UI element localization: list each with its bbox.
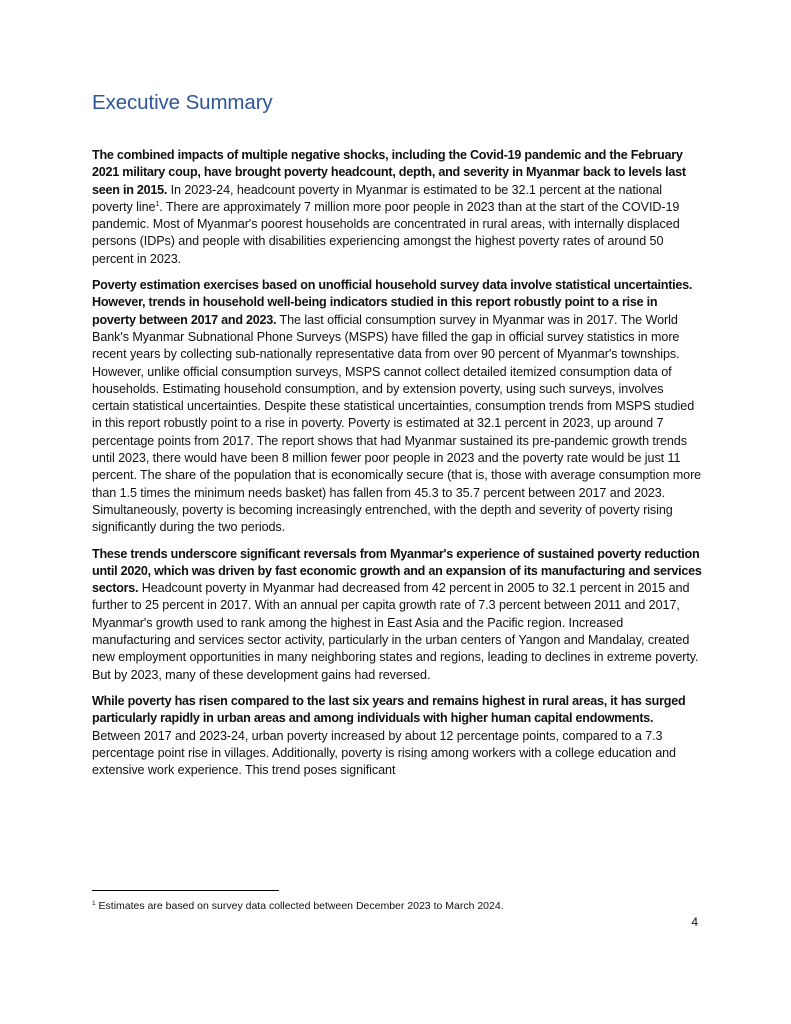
paragraph-text: The last official consumption survey in Myanmar was in 2017. The World Bank's Myanmar Subnational Phone Surveys (MSPS) have filled the gap in official survey statistics in more recent years by collecting sub-nationally representative data from over 90 percent of Myanmar's townships. However, unlike official consumption surveys, MSPS cannot collect detailed itemized consumption data of households. Estimating household consumption, and by extension poverty, using such surveys, involves certain statistical uncertainties. Despite these statistical uncertainties, consumption trends from MSPS studied in this report robustly point to a rise in poverty. Poverty is estimated at 32.1 percent in 2023, up around 7 percentage points from 2017. The report shows that had Myanmar sustained its pre-pandemic growth trends until 2023, there would have been 8 million fewer poor people in 2023 and the poverty rate would be just 11 percent. The share of the population that is economically secure (that is, those with average consumption more than 1.5 times the minimum needs basket) has fallen from 45.3 to 35.7 percent between 2017 and 2023. Simultaneously, poverty is becoming increasingly entrenched, with the depth and severity of poverty rising significantly during the two periods.: [92, 312, 702, 535]
body-text: [92, 147, 704, 788]
page-number: 4: [691, 915, 698, 929]
footnote-reference[interactable]: 1: [155, 200, 160, 208]
footnote-divider: [92, 890, 279, 891]
paragraph-3: [92, 546, 704, 684]
page-title: Executive Summary: [92, 91, 273, 114]
paragraph-text: Between 2017 and 2023-24, urban poverty increased by about 12 percentage points, compared to a 7.3 percentage point rise in villages. Additionally, poverty is rising among workers with a college education and extensive work experience. This trend poses significant: [92, 728, 676, 778]
paragraph-text: Headcount poverty in Myanmar had decreased from 42 percent in 2005 to 32.1 percent in 2015 and further to 25 percent in 2017. With an annual per capita growth rate of 7.3 percent between 2011 and 2017, Myanmar's growth used to rank among the highest in East Asia and the Pacific region. Increased manufacturing and services sector activity, particularly in the urban centers of Yangon and Mandalay, created new employment opportunities in many neighboring states and regions, leading to declines in extreme poverty. But by 2023, many of these development gains had reversed.: [92, 581, 699, 682]
footnote-marker: 1: [92, 900, 96, 907]
paragraph-lead: These trends underscore significant reversals from Myanmar's experience of sustained poverty reduction until 2020, which was driven by fast economic growth and an expansion of its manufacturing and services sectors.: [92, 546, 702, 596]
paragraph-1: [92, 147, 704, 268]
footnote: [92, 900, 704, 913]
paragraph-lead: Poverty estimation exercises based on unofficial household survey data involve statistical uncertainties. However, trends in household well-being indicators studied in this report robustly point to a rise in poverty between 2017 and 2023.: [92, 278, 693, 327]
paragraph-2: [92, 277, 704, 536]
paragraph-4: [92, 693, 704, 779]
footnote-text: Estimates are based on survey data collected between December 2023 to March 2024.: [95, 900, 504, 912]
paragraph-lead: While poverty has risen compared to the last six years and remains highest in rural areas, it has surged particularly rapidly in urban areas and among individuals with higher human capital endowments.: [92, 693, 686, 726]
paragraph-text: In 2023-24, headcount poverty in Myanmar is estimated to be 32.1 percent at the national poverty line: [92, 182, 663, 214]
paragraph-text: . There are approximately 7 million more poor people in 2023 than at the start of the COVID-19 pandemic. Most of Myanmar's poorest households are concentrated in rural areas, with internally displaced persons (IDPs) and people with disabilities experiencing amongst the highest poverty rates of around 50 percent in 2023.: [92, 199, 680, 266]
paragraph-lead: The combined impacts of multiple negative shocks, including the Covid-19 pandemic and the February 2021 military coup, have brought poverty headcount, depth, and severity in Myanmar back to levels last seen in 2015.: [92, 148, 686, 197]
